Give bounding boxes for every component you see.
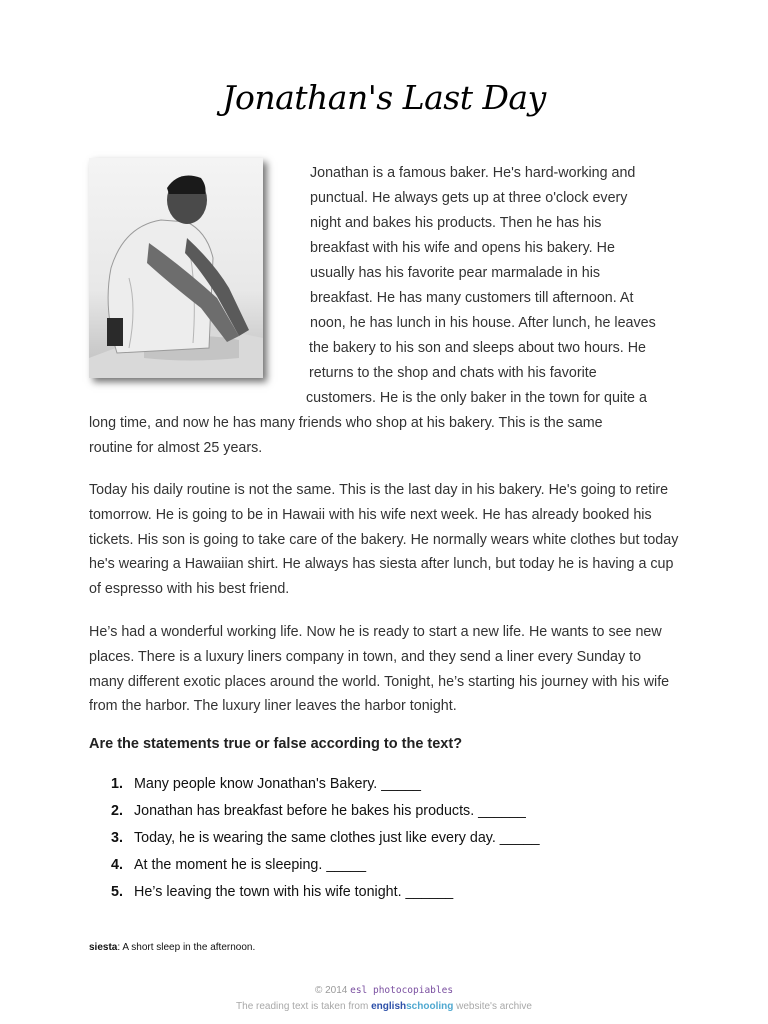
statement-item: 1. Many people know Jonathan's Bakery. _____ [111, 776, 421, 792]
source-line: The reading text is taken from englishschooling website's archive [236, 1001, 532, 1012]
statement-item: 4. At the moment he is sleeping. _____ [111, 857, 367, 873]
footnote [89, 942, 255, 953]
brand-name: esl photocopiables [350, 985, 454, 996]
source-brand-logo-b: schooling [406, 1001, 454, 1012]
paragraph-1-line: the bakery to his son and sleeps about two hours. He [309, 340, 646, 356]
paragraph-1-line: routine for almost 25 years. [89, 440, 263, 456]
baker-photo-illustration [89, 158, 263, 378]
source-brand-logo-a: english [371, 1001, 407, 1012]
copyright-line: © 2014 esl photocopiables [314, 985, 454, 996]
paragraph-1-line: long time, and now he has many friends who shop at his bakery. This is the same [89, 415, 603, 431]
baker-photo [89, 158, 263, 378]
paragraph-1-line: breakfast. He has many customers till afternoon. At [310, 290, 634, 306]
statement-item: 3. Today, he is wearing the same clothes just like every day. _____ [111, 830, 540, 846]
paragraph-1-line: usually has his favorite pear marmalade in his [310, 265, 601, 281]
footnote-term: siesta [89, 942, 118, 953]
statement-list [111, 772, 540, 907]
footnote-definition: : A short sleep in the afternoon. [117, 942, 256, 953]
page-title: Jonathan's Last Day [222, 78, 546, 117]
paragraph-1-line: returns to the shop and chats with his favorite [309, 365, 597, 381]
paragraph-1-line: punctual. He always gets up at three o'clock every [310, 190, 628, 206]
paragraph-1-line: night and bakes his products. Then he has his [310, 215, 602, 231]
exercise-question: Are the statements true or false according to the text? [89, 736, 463, 752]
paragraph-1-line: Jonathan is a famous baker. He's hard-working and [310, 165, 636, 181]
statement-item: 2. Jonathan has breakfast before he bakes his products. ______ [111, 803, 526, 819]
paragraph-2: Today his daily routine is not the same. This is the last day in his bakery. He's going to retire tomorrow. He is going to be in Hawaii with his wife next week. He has already booked his tickets. His son is going to take care of the bakery. He normally wears white clothes but today he's wearing a Hawaiian shirt. He always has siesta after lunch, but today he is having a cup of espresso with his best friend. [89, 482, 679, 598]
paragraph-3: He’s had a wonderful working life. Now he is ready to start a new life. He wants to see new places. There is a luxury liners company in town, and they send a liner every Sunday to many different exotic places around the world. Tonight, he’s starting his journey with his wife from the harbor. The luxury liner leaves the harbor tonight. [89, 624, 670, 715]
paragraph-1-line: customers. He is the only baker in the town for quite a [306, 390, 647, 406]
statement-item: 5. He’s leaving the town with his wife tonight. ______ [111, 884, 454, 900]
paragraph-1-line: noon, he has lunch in his house. After lunch, he leaves [310, 315, 656, 331]
paragraph-1-line: breakfast with his wife and opens his bakery. He [310, 240, 615, 256]
